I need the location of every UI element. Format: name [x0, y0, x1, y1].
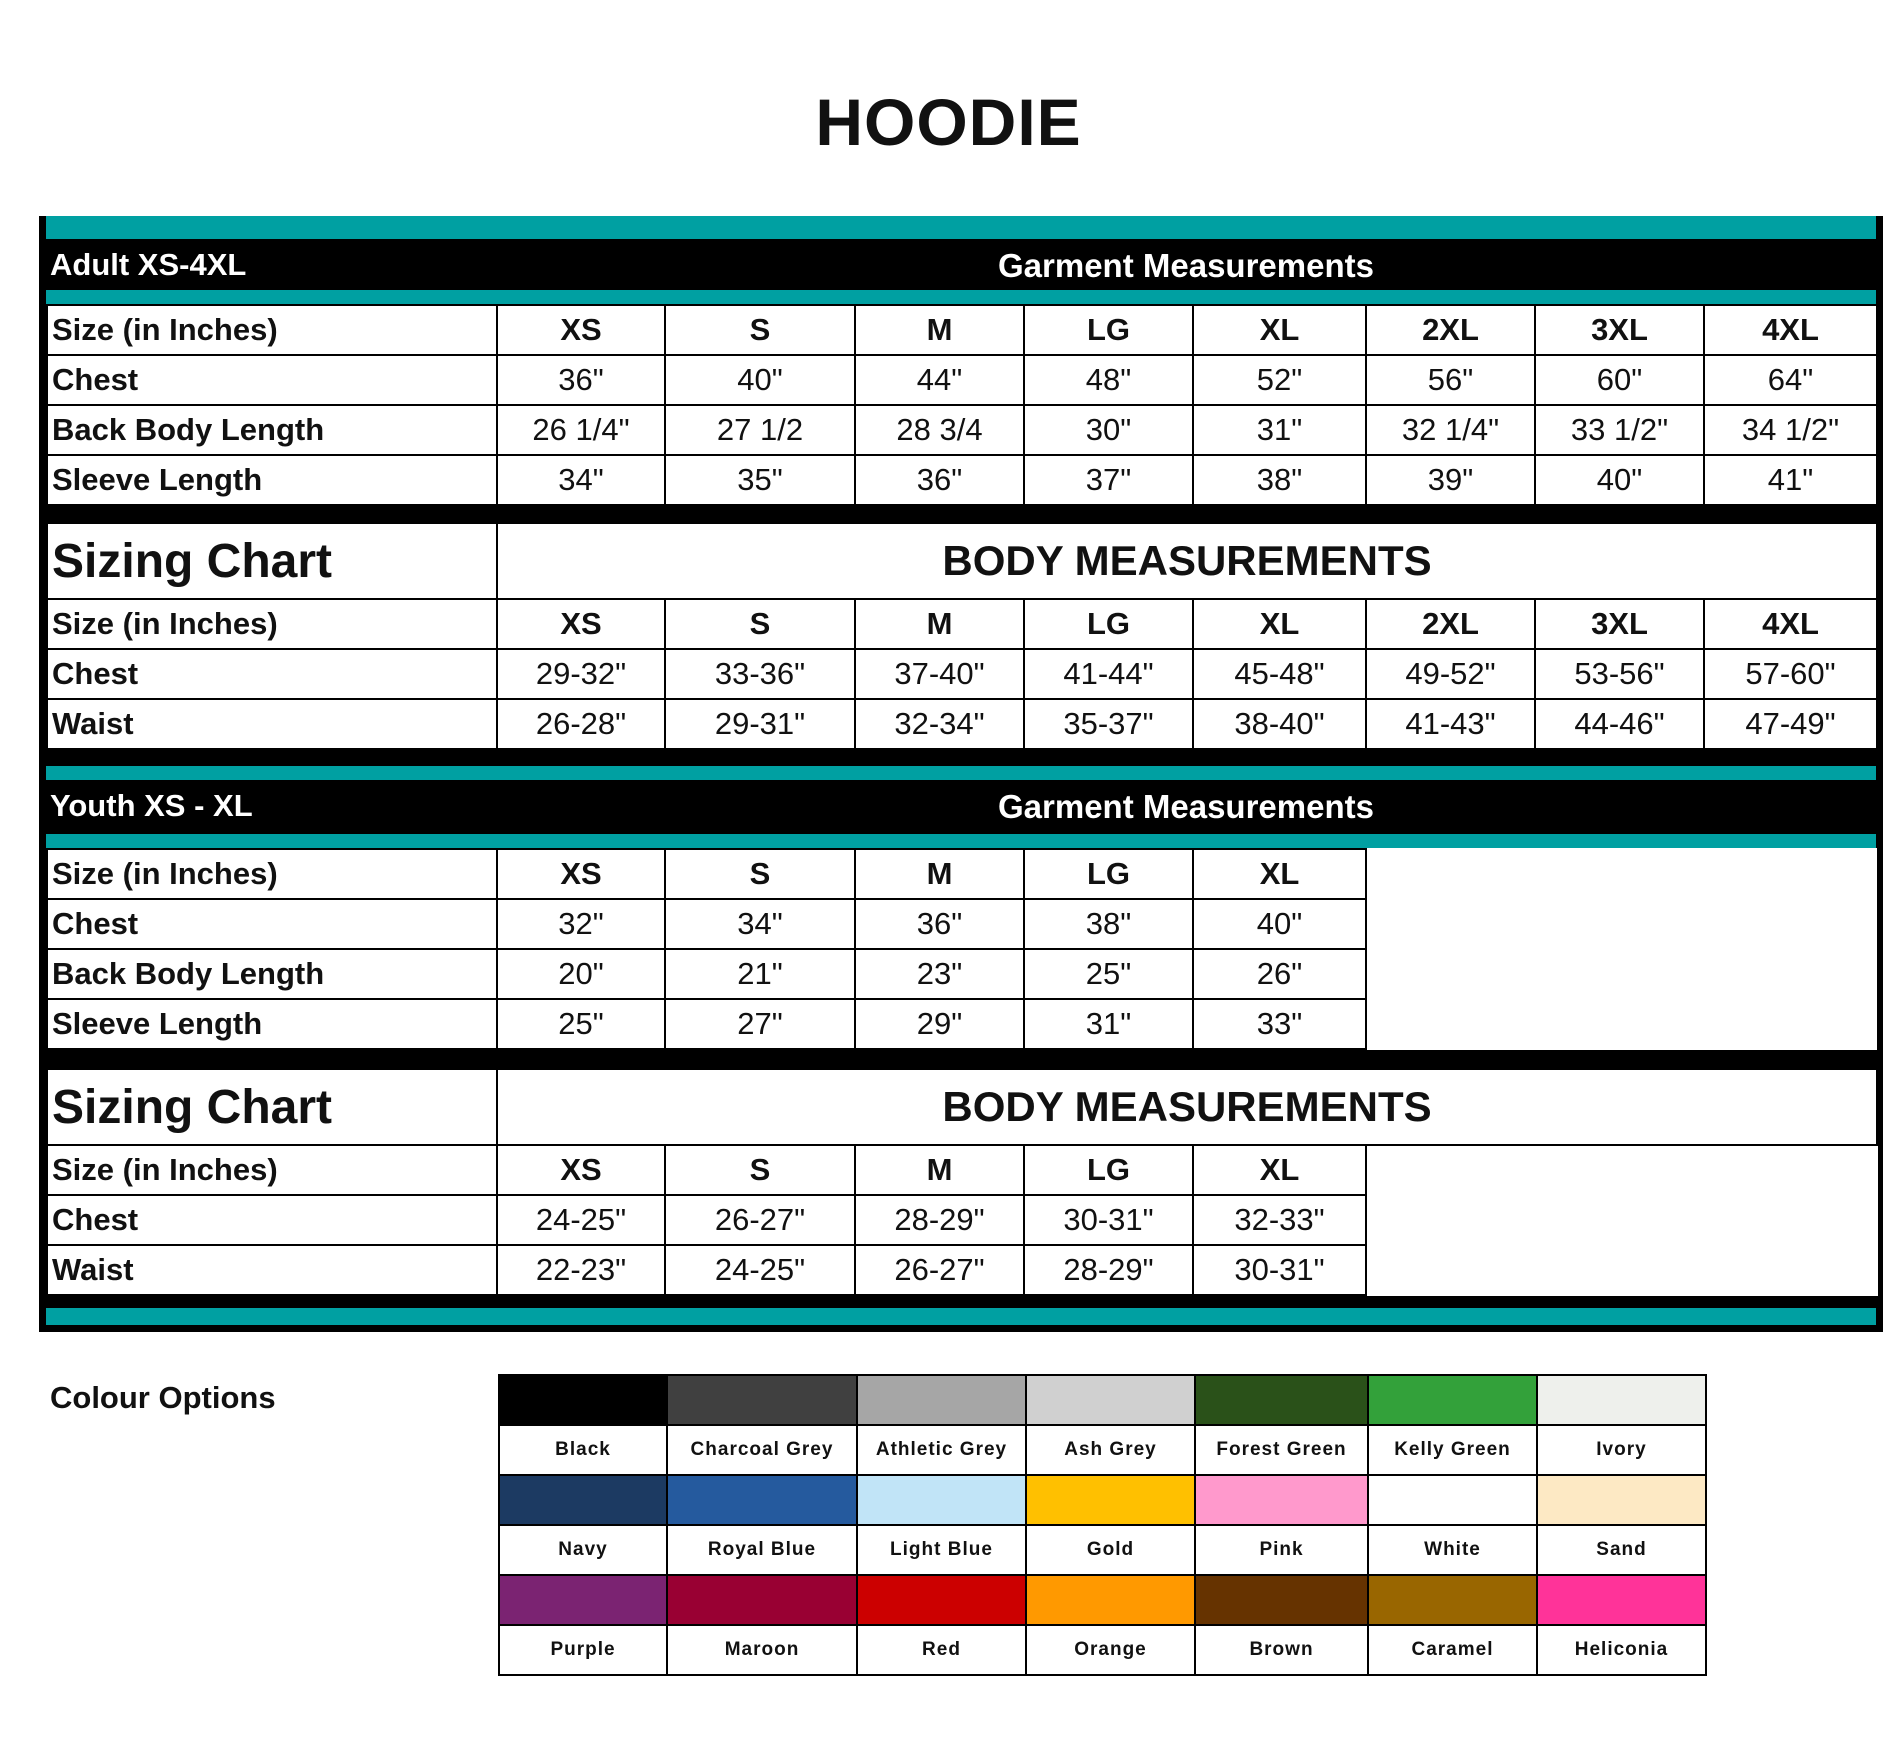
colour-name: Black — [499, 1425, 667, 1475]
table-cell: 21" — [665, 949, 855, 999]
size-row — [47, 1145, 1877, 1195]
colour-name-row — [499, 1625, 1706, 1675]
size-header: M — [855, 599, 1024, 649]
teal-band — [46, 834, 1876, 848]
size-chart-inner — [46, 216, 1876, 1325]
swatch-row — [499, 1475, 1706, 1525]
table-row — [47, 699, 1877, 749]
colour-swatch — [857, 1575, 1026, 1625]
colour-swatch — [857, 1475, 1026, 1525]
colour-swatch — [667, 1475, 857, 1525]
colour-name: Ivory — [1537, 1425, 1706, 1475]
colour-name: Red — [857, 1625, 1026, 1675]
table-cell: 36" — [497, 355, 665, 405]
size-header: XS — [497, 599, 665, 649]
size-row — [47, 849, 1877, 899]
row-label: Sleeve Length — [47, 455, 497, 505]
colour-name: Caramel — [1368, 1625, 1537, 1675]
table-cell: 35-37" — [1024, 699, 1193, 749]
table-cell: 32-33" — [1193, 1195, 1366, 1245]
sizing-chart-header — [47, 1069, 1877, 1145]
table-cell: 33 1/2" — [1535, 405, 1704, 455]
table-cell: 26-27" — [855, 1245, 1024, 1295]
table-cell: 30-31" — [1024, 1195, 1193, 1245]
table-cell: 26" — [1193, 949, 1366, 999]
adult-garment-title: Garment Measurements — [998, 247, 1374, 284]
table-cell: 38-40" — [1193, 699, 1366, 749]
table-cell: 33-36" — [665, 649, 855, 699]
size-header: 3XL — [1535, 305, 1704, 355]
youth-body-table — [46, 1068, 1878, 1296]
colour-name: Pink — [1195, 1525, 1368, 1575]
table-cell: 41-43" — [1366, 699, 1535, 749]
size-header: 4XL — [1704, 305, 1877, 355]
colour-name: Heliconia — [1537, 1625, 1706, 1675]
table-cell: 41" — [1704, 455, 1877, 505]
colour-name: Maroon — [667, 1625, 857, 1675]
table-row — [47, 355, 1877, 405]
size-header: XS — [497, 849, 665, 899]
colour-name-row — [499, 1425, 1706, 1475]
colour-swatch — [1537, 1375, 1706, 1425]
table-cell: 30" — [1024, 405, 1193, 455]
table-row — [47, 405, 1877, 455]
colour-name: Forest Green — [1195, 1425, 1368, 1475]
table-cell: 22-23" — [497, 1245, 665, 1295]
table-cell: 49-52" — [1366, 649, 1535, 699]
table-cell: 37" — [1024, 455, 1193, 505]
body-measurements-title: BODY MEASUREMENTS — [497, 523, 1877, 599]
table-cell: 24-25" — [497, 1195, 665, 1245]
table-cell: 41-44" — [1024, 649, 1193, 699]
size-label: Size (in Inches) — [47, 599, 497, 649]
sizing-chart-title: Sizing Chart — [47, 1069, 497, 1145]
size-header: LG — [1024, 849, 1193, 899]
colour-swatch — [1195, 1475, 1368, 1525]
sizing-chart-title: Sizing Chart — [47, 523, 497, 599]
table-cell: 44" — [855, 355, 1024, 405]
row-label: Sleeve Length — [47, 999, 497, 1049]
colour-swatch — [1537, 1575, 1706, 1625]
table-cell: 36" — [855, 455, 1024, 505]
table-cell: 33" — [1193, 999, 1366, 1049]
table-cell: 27" — [665, 999, 855, 1049]
table-cell: 25" — [1024, 949, 1193, 999]
size-header: 4XL — [1704, 599, 1877, 649]
colour-name: Navy — [499, 1525, 667, 1575]
colour-swatch — [1368, 1575, 1537, 1625]
colour-name: Kelly Green — [1368, 1425, 1537, 1475]
size-header: 2XL — [1366, 305, 1535, 355]
colour-name: Sand — [1537, 1525, 1706, 1575]
table-cell: 45-48" — [1193, 649, 1366, 699]
colour-name: White — [1368, 1525, 1537, 1575]
table-cell: 35" — [665, 455, 855, 505]
table-row — [47, 455, 1877, 505]
colour-swatch — [1195, 1575, 1368, 1625]
colour-name-row — [499, 1525, 1706, 1575]
colour-options-label: Colour Options — [50, 1380, 276, 1415]
table-cell: 34 1/2" — [1704, 405, 1877, 455]
colour-swatch — [667, 1375, 857, 1425]
colour-swatch — [1368, 1375, 1537, 1425]
size-label: Size (in Inches) — [47, 1145, 497, 1195]
table-cell: 47-49" — [1704, 699, 1877, 749]
size-header: S — [665, 849, 855, 899]
table-row — [47, 649, 1877, 699]
table-cell: 60" — [1535, 355, 1704, 405]
colour-name: Gold — [1026, 1525, 1195, 1575]
size-header: M — [855, 305, 1024, 355]
youth-garment-title: Garment Measurements — [998, 788, 1374, 825]
row-label: Chest — [47, 899, 497, 949]
table-cell: 40" — [1535, 455, 1704, 505]
table-cell: 57-60" — [1704, 649, 1877, 699]
table-cell: 26-27" — [665, 1195, 855, 1245]
table-cell: 48" — [1024, 355, 1193, 405]
youth-garment-header — [46, 780, 1876, 834]
colour-swatch — [1195, 1375, 1368, 1425]
colour-name: Ash Grey — [1026, 1425, 1195, 1475]
colour-name: Purple — [499, 1625, 667, 1675]
teal-band — [46, 766, 1876, 780]
table-cell: 56" — [1366, 355, 1535, 405]
size-header: LG — [1024, 305, 1193, 355]
table-cell: 36" — [855, 899, 1024, 949]
table-cell: 26-28" — [497, 699, 665, 749]
table-cell: 32" — [497, 899, 665, 949]
table-cell: 26 1/4" — [497, 405, 665, 455]
table-cell: 38" — [1024, 899, 1193, 949]
size-header: M — [855, 1145, 1024, 1195]
table-cell: 24-25" — [665, 1245, 855, 1295]
table-cell: 29-31" — [665, 699, 855, 749]
table-cell: 28 3/4 — [855, 405, 1024, 455]
size-header: LG — [1024, 599, 1193, 649]
table-cell: 20" — [497, 949, 665, 999]
colour-swatch — [857, 1375, 1026, 1425]
sizing-chart-header — [47, 523, 1877, 599]
adult-body-table — [46, 522, 1878, 750]
size-header: S — [665, 599, 855, 649]
colour-swatch — [499, 1575, 667, 1625]
size-header: XL — [1193, 305, 1366, 355]
size-header: XL — [1193, 849, 1366, 899]
table-cell: 40" — [1193, 899, 1366, 949]
size-label: Size (in Inches) — [47, 849, 497, 899]
size-header: XS — [497, 1145, 665, 1195]
size-header: XS — [497, 305, 665, 355]
size-header: 3XL — [1535, 599, 1704, 649]
colour-name: Light Blue — [857, 1525, 1026, 1575]
table-cell: 32 1/4" — [1366, 405, 1535, 455]
size-row — [47, 305, 1877, 355]
size-header: M — [855, 849, 1024, 899]
row-label: Waist — [47, 1245, 497, 1295]
size-chart-frame — [39, 216, 1883, 1332]
page-title: HOODIE — [815, 85, 1082, 159]
colour-swatch-table — [498, 1374, 1707, 1676]
colour-swatch — [1026, 1575, 1195, 1625]
table-cell: 44-46" — [1535, 699, 1704, 749]
table-cell: 31" — [1024, 999, 1193, 1049]
size-label: Size (in Inches) — [47, 305, 497, 355]
table-cell: 53-56" — [1535, 649, 1704, 699]
teal-band — [46, 216, 1876, 239]
row-label: Back Body Length — [47, 949, 497, 999]
swatch-row — [499, 1375, 1706, 1425]
table-cell: 64" — [1704, 355, 1877, 405]
swatch-row — [499, 1575, 1706, 1625]
size-header: XL — [1193, 1145, 1366, 1195]
size-header: S — [665, 1145, 855, 1195]
body-measurements-title: BODY MEASUREMENTS — [497, 1069, 1877, 1145]
adult-garment-header — [46, 239, 1876, 290]
colour-swatch — [499, 1375, 667, 1425]
colour-name: Orange — [1026, 1625, 1195, 1675]
colour-name: Charcoal Grey — [667, 1425, 857, 1475]
teal-band — [46, 290, 1876, 304]
size-header: XL — [1193, 599, 1366, 649]
colour-swatch — [667, 1575, 857, 1625]
table-cell: 27 1/2 — [665, 405, 855, 455]
colour-name: Athletic Grey — [857, 1425, 1026, 1475]
table-cell: 31" — [1193, 405, 1366, 455]
table-cell: 30-31" — [1193, 1245, 1366, 1295]
table-cell: 25" — [497, 999, 665, 1049]
size-header: 2XL — [1366, 599, 1535, 649]
table-cell: 29-32" — [497, 649, 665, 699]
size-header: S — [665, 305, 855, 355]
colour-name: Royal Blue — [667, 1525, 857, 1575]
table-cell: 52" — [1193, 355, 1366, 405]
row-label: Chest — [47, 355, 497, 405]
adult-garment-table — [46, 304, 1878, 506]
colour-swatch — [499, 1475, 667, 1525]
table-cell: 28-29" — [1024, 1245, 1193, 1295]
colour-swatch — [1537, 1475, 1706, 1525]
table-cell: 23" — [855, 949, 1024, 999]
empty-area — [1366, 849, 1877, 1049]
table-cell: 28-29" — [855, 1195, 1024, 1245]
colour-swatch — [1368, 1475, 1537, 1525]
row-label: Back Body Length — [47, 405, 497, 455]
table-cell: 29" — [855, 999, 1024, 1049]
empty-area — [1366, 1145, 1877, 1295]
table-cell: 38" — [1193, 455, 1366, 505]
youth-garment-table — [46, 848, 1877, 1050]
colour-swatch — [1026, 1375, 1195, 1425]
youth-header-label: Youth XS - XL — [50, 788, 253, 823]
size-row — [47, 599, 1877, 649]
table-cell: 40" — [665, 355, 855, 405]
row-label: Chest — [47, 1195, 497, 1245]
row-label: Chest — [47, 649, 497, 699]
table-cell: 39" — [1366, 455, 1535, 505]
adult-header-label: Adult XS-4XL — [50, 247, 247, 282]
row-label: Waist — [47, 699, 497, 749]
colour-name: Brown — [1195, 1625, 1368, 1675]
teal-band — [46, 1308, 1876, 1325]
table-cell: 34" — [665, 899, 855, 949]
colour-swatch — [1026, 1475, 1195, 1525]
table-cell: 34" — [497, 455, 665, 505]
size-header: LG — [1024, 1145, 1193, 1195]
table-cell: 37-40" — [855, 649, 1024, 699]
table-cell: 32-34" — [855, 699, 1024, 749]
